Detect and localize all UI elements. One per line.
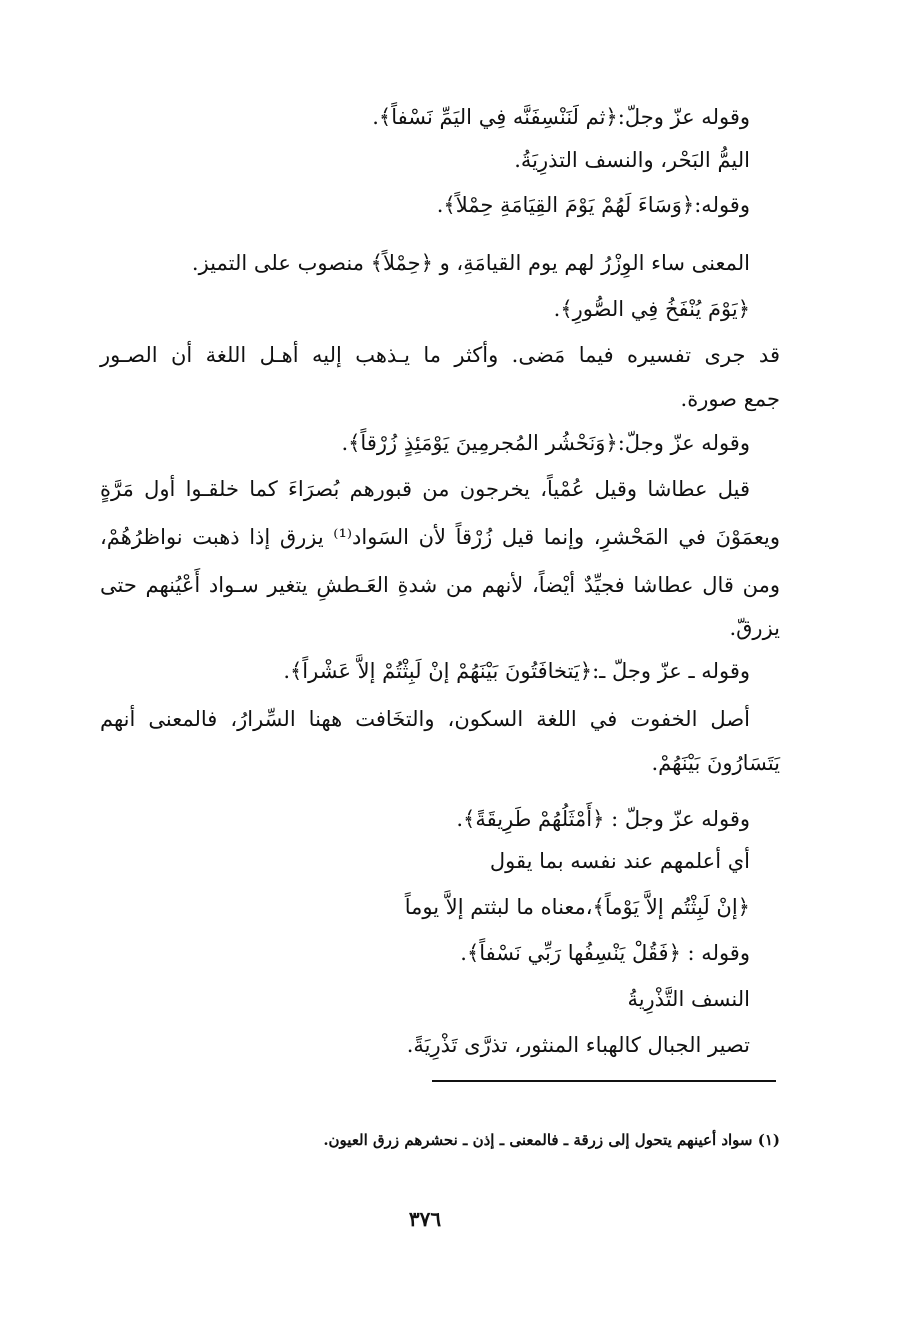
text-line: قد جرى تفسيره فيما مَضى. وأكثر ما يـذهب إليه أهـل اللغة أن الصـور: [100, 343, 780, 367]
page-number: ٣٧٦: [408, 1207, 442, 1231]
text-line: ويعمَوْنَ في المَحْشرِ، وإنما قيل زُرْقاً لأن السَواد⁽¹⁾ يزرق إذا ذهبت نواظرُهُمْ،: [100, 525, 780, 549]
text-line: يَتَسَارُونَ بَيْنَهُمْ.: [651, 751, 780, 775]
text-line: أصل الخفوت في اللغة السكون، والتخَافت ههنا السِّرارُ، فالمعنى أنهم: [100, 707, 750, 731]
text-line: المعنى ساء الوِزْرُ لهم يوم القيامَةِ، و ﴿حِمْلاً﴾ منصوب على التميز.: [191, 251, 750, 275]
text-line: اليمُّ البَحْر، والنسف التذرِيَةُ.: [514, 148, 750, 172]
text-line: وقوله : ﴿فَقُلْ يَنْسِفُها رَبِّي نَسْفاً﴾.: [460, 941, 750, 965]
footnote-divider: [432, 1080, 776, 1082]
text-line: أي أعلمهم عند نفسه بما يقول: [489, 849, 750, 873]
text-line: وقوله عزّ وجلّ:﴿ثم لَنَنْسِفَنَّه فِي اليَمِّ نَسْفاً﴾.: [372, 105, 750, 129]
text-line: وقوله عزّ وجلّ : ﴿أَمْثَلُهُمْ طَرِيقَةً﴾.: [456, 807, 750, 831]
text-line: النسف التَّذْرِيةُ: [627, 987, 750, 1011]
text-line: جمع صورة.: [680, 387, 780, 411]
text-line: ﴿يَوْمَ يُنْفَخُ فِي الصُّورِ﴾.: [553, 297, 750, 321]
footnote: (١) سواد أعينهم يتحول إلى زرقة ـ فالمعنى ـ إذن ـ نحشرهم زرق العيون.: [323, 1131, 780, 1149]
text-line: ومن قال عطاشا فجيِّدٌ أيْضاً، لأنهم من شدةِ العَـطشِ يتغير سـواد أَعْيُنهم حتى: [100, 573, 780, 597]
text-line: وقوله:﴿وَسَاءَ لَهُمْ يَوْمَ القِيَامَةِ حِمْلاً﴾.: [436, 193, 750, 217]
text-line: وقوله عزّ وجلّ:﴿وَنَحْشُر المُجرمِينَ يَوْمَئِذٍ زُرْقاً﴾.: [341, 431, 750, 455]
text-line: تصير الجبال كالهباء المنثور، تذرَّى تَذْرِيَةً.: [406, 1033, 750, 1057]
text-line: ﴿إنْ لَبِثْتُم إلاَّ يَوْماً﴾،معناه ما لبثتم إلاَّ يوماً: [404, 895, 750, 919]
text-line: وقوله ـ عزّ وجلّ ـ:﴿يَتخافَتُونَ بَيْنَهُمْ إنْ لَبِثْتُمْ إلاَّ عَشْراً﴾.: [283, 659, 750, 683]
text-line: يزرقّ.: [729, 616, 780, 640]
text-line: قيل عطاشا وقيل عُمْياً، يخرجون من قبورهم بُصرَاءَ كما خلقـوا أول مَرَّةٍ: [100, 477, 750, 501]
